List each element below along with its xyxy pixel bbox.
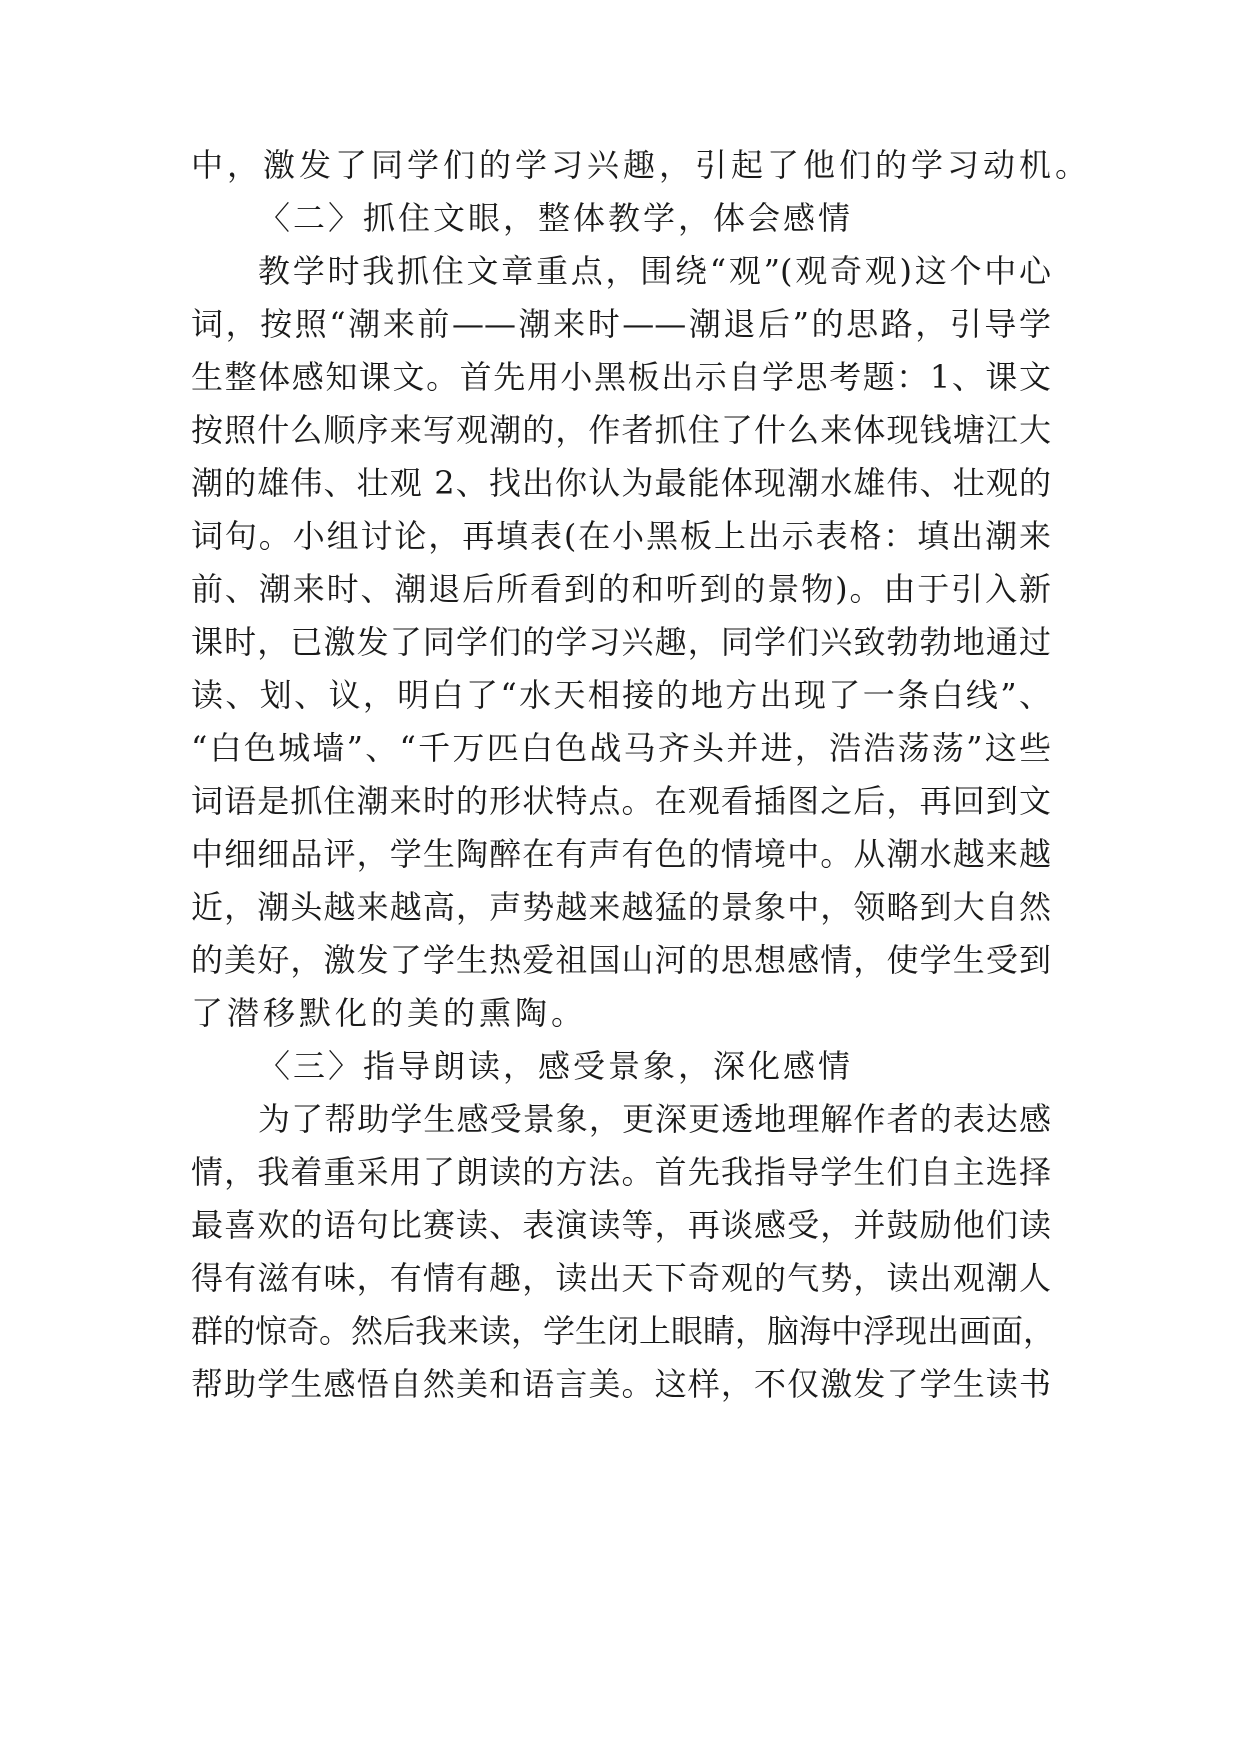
paragraph-line: “白色城墙”、“千万匹白色战马齐头并进，浩浩荡荡”这些 [191, 729, 1051, 767]
section-heading-3: 〈三〉指导朗读，感受景象，深化感情 [258, 1047, 854, 1085]
paragraph-line: 读、划、议，明白了“水天相接的地方出现了一条白线”、 [191, 676, 1051, 714]
paragraph-line: 中细细品评，学生陶醉在有声有色的情境中。从潮水越来越 [191, 835, 1051, 873]
paragraph-line: 词语是抓住潮来时的形状特点。在观看插图之后，再回到文 [191, 782, 1051, 820]
paragraph-line: 课时，已激发了同学们的学习兴趣，同学们兴致勃勃地通过 [191, 623, 1051, 661]
paragraph-line: 群的惊奇。然后我来读，学生闭上眼睛，脑海中浮现出画面， [191, 1312, 1056, 1350]
paragraph-line: 情，我着重采用了朗读的方法。首先我指导学生们自主选择 [191, 1153, 1051, 1191]
paragraph-line: 近，潮头越来越高，声势越来越猛的景象中，领略到大自然 [191, 888, 1051, 926]
paragraph-line: 教学时我抓住文章重点，围绕“观”(观奇观)这个中心 [258, 252, 1051, 290]
paragraph-line: 前、潮来时、潮退后所看到的和听到的景物)。由于引入新 [191, 570, 1051, 608]
paragraph-line: 为了帮助学生感受景象，更深更透地理解作者的表达感 [258, 1100, 1051, 1138]
paragraph-line: 潮的雄伟、壮观 2、找出你认为最能体现潮水雄伟、壮观的 [191, 464, 1051, 502]
paragraph-line: 词句。小组讨论，再填表(在小黑板上出示表格：填出潮来 [191, 517, 1051, 555]
paragraph-line: 帮助学生感悟自然美和语言美。这样，不仅激发了学生读书 [191, 1365, 1051, 1403]
paragraph-line: 了潜移默化的美的熏陶。 [191, 994, 588, 1032]
paragraph-line: 词，按照“潮来前——潮来时——潮退后”的思路，引导学 [191, 305, 1051, 343]
paragraph-line: 最喜欢的语句比赛读、表演读等，再谈感受，并鼓励他们读 [191, 1206, 1051, 1244]
paragraph-line: 得有滋有味，有情有趣，读出天下奇观的气势，读出观潮人 [191, 1259, 1051, 1297]
paragraph-line: 生整体感知课文。首先用小黑板出示自学思考题：1、课文 [191, 358, 1051, 396]
paragraph-line: 按照什么顺序来写观潮的，作者抓住了什么来体现钱塘江大 [191, 411, 1051, 449]
paragraph-line: 中，激发了同学们的学习兴趣，引起了他们的学习动机。 [191, 146, 1092, 184]
section-heading-2: 〈二〉抓住文眼，整体教学，体会感情 [258, 199, 854, 237]
paragraph-line: 的美好，激发了学生热爱祖国山河的思想感情，使学生受到 [191, 941, 1051, 979]
